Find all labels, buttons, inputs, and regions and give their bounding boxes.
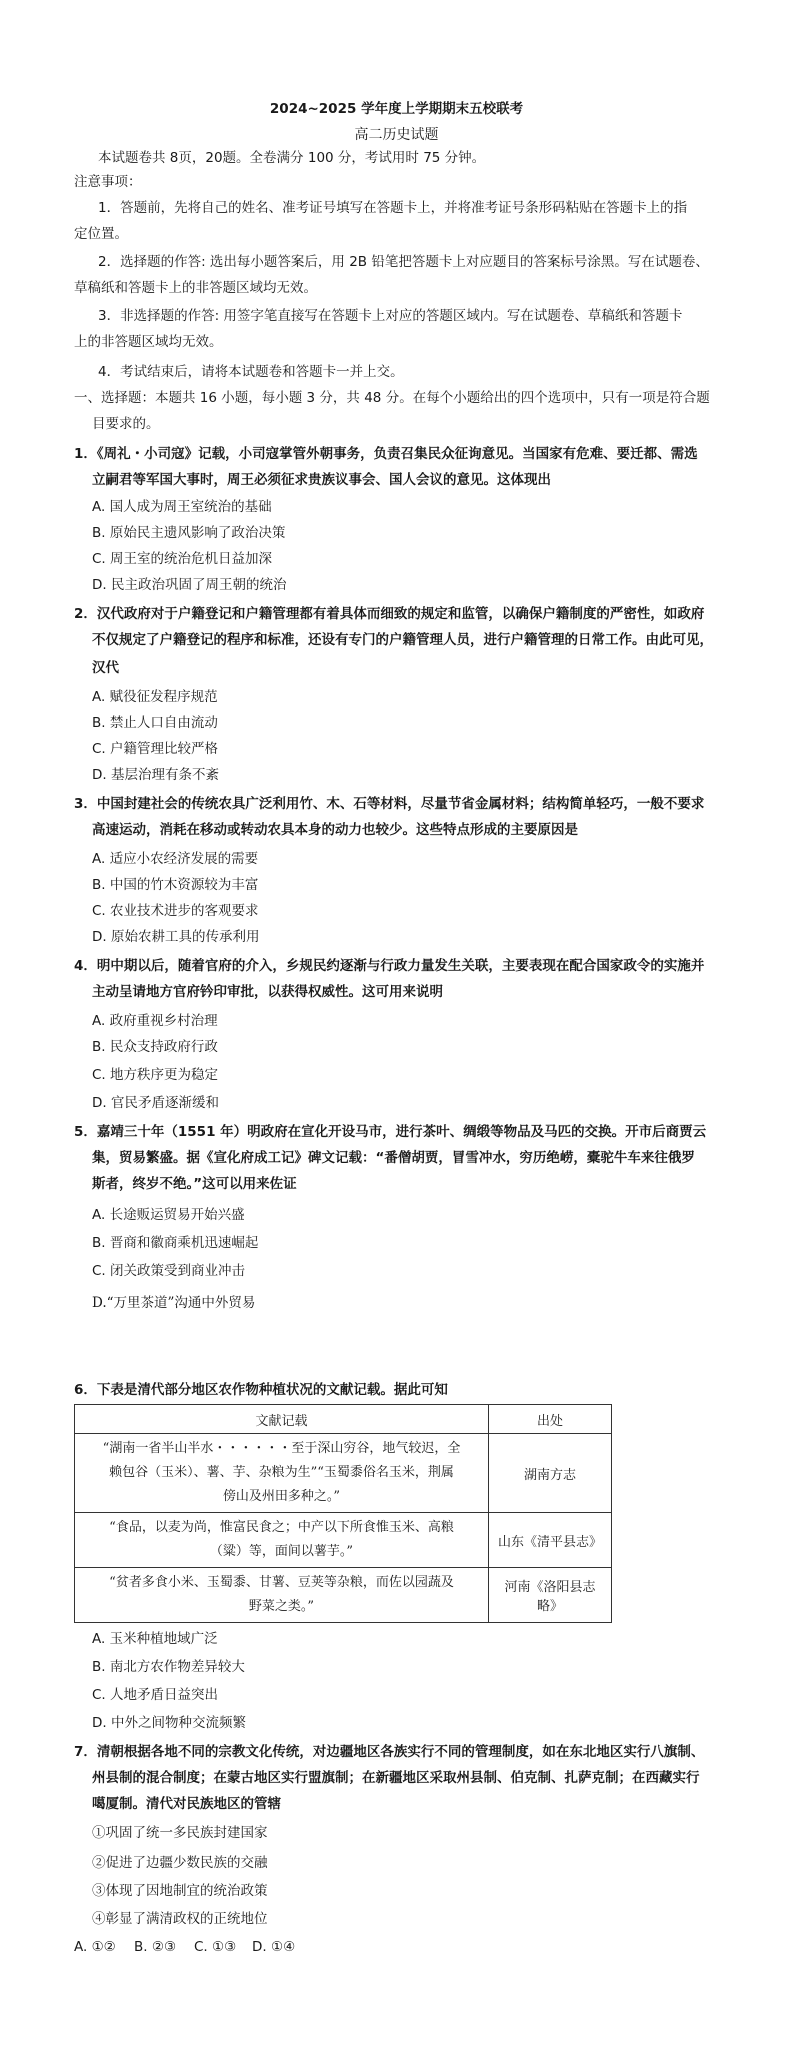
question-7-statement-2: ②促进了边疆少数民族的交融 <box>92 1855 268 1871</box>
question-4-option-b[interactable]: B. 民众支持政府行政 <box>92 1039 218 1055</box>
table-cell-record <box>75 1568 489 1623</box>
table-cell-source: 山东《清平县志》 <box>489 1513 612 1568</box>
question-7-statement-3: ③体现了因地制宜的统治政策 <box>92 1883 268 1899</box>
question-7-stem-line-3: 噶厦制。清代对民族地区的管辖 <box>92 1796 281 1812</box>
table-header-source: 出处 <box>489 1405 612 1434</box>
table-row <box>75 1434 612 1513</box>
notice-item-2-line-2: 草稿纸和答题卡上的非答题区域均无效。 <box>74 280 317 296</box>
question-6-table <box>74 1404 612 1623</box>
question-7-option-a[interactable]: A. ①② <box>74 1939 116 1955</box>
question-7-option-b[interactable]: B. ②③ <box>134 1939 177 1955</box>
question-2-stem-line-3: 汉代 <box>92 660 119 676</box>
record-line: 傍山及州田多种之。” <box>222 1489 341 1504</box>
question-6-option-a[interactable]: A. 玉米种植地域广泛 <box>92 1631 218 1647</box>
section-heading-line-2: 目要求的。 <box>92 416 160 432</box>
record-line: “湖南一省半山半水・・・・・・至于深山穷谷，地气较迟，全 <box>102 1441 461 1456</box>
table-cell-record <box>75 1434 489 1513</box>
table-row <box>75 1568 612 1623</box>
question-4-stem-line-2: 主动呈请地方官府钤印审批，以获得权威性。这可用来说明 <box>92 984 443 1000</box>
notice-item-1-line-1: 1．答题前，先将自己的姓名、准考证号填写在答题卡上，并将准考证号条形码粘贴在答题卡上的指 <box>98 200 688 216</box>
question-1-stem-line-2: 立嗣君等军国大事时，周王必须征求贵族议事会、国人会议的意见。这体现出 <box>92 472 551 488</box>
record-line: （粱）等，面间以薯芋。” <box>209 1544 354 1559</box>
notice-item-1-line-2: 定位置。 <box>74 226 128 242</box>
notice-item-3-line-2: 上的非答题区域均无效。 <box>74 334 223 350</box>
question-3-stem-line-2: 高速运动，消耗在移动或转动农具本身的动力也较少。这些特点形成的主要原因是 <box>92 822 578 838</box>
question-7-stem-line-1: 7．清朝根据各地不同的宗教文化传统，对边疆地区各族实行不同的管理制度，如在东北地区实行八旗制、 <box>74 1744 705 1760</box>
question-7-option-c[interactable]: C. ①③ <box>194 1939 237 1955</box>
question-5-option-a[interactable]: A. 长途贩运贸易开始兴盛 <box>92 1207 245 1223</box>
question-2-stem-line-1: 2．汉代政府对于户籍登记和户籍管理都有着具体而细致的规定和监管，以确保户籍制度的严密性，如政府 <box>74 606 705 622</box>
question-5-stem-line-3: 斯者，终岁不绝。”这可以用来佐证 <box>92 1176 297 1192</box>
question-5-stem-line-1: 5．嘉靖三十年（1551 年）明政府在宣化开设马市，进行茶叶、绸缎等物品及马匹的交换。开市后商贾云 <box>74 1124 707 1140</box>
question-1-option-c[interactable]: C. 周王室的统治危机日益加深 <box>92 551 273 567</box>
question-6-option-c[interactable]: C. 人地矛盾日益突出 <box>92 1687 219 1703</box>
question-6-stem: 6．下表是清代部分地区农作物种植状况的文献记载。据此可知 <box>74 1382 448 1398</box>
question-4-stem-line-1: 4．明中期以后，随着官府的介入，乡规民约逐渐与行政力量发生关联，主要表现在配合国家政令的实施并 <box>74 958 705 974</box>
record-line: 野菜之类。” <box>248 1599 315 1614</box>
table-row <box>75 1513 612 1568</box>
exam-title: 2024~2025 学年度上学期期末五校联考 <box>269 101 524 117</box>
question-1-option-b[interactable]: B. 原始民主遗风影响了政治决策 <box>92 525 286 541</box>
question-2-option-d[interactable]: D. 基层治理有条不紊 <box>92 767 219 783</box>
question-1-option-a[interactable]: A. 国人成为周王室统治的基础 <box>92 499 272 515</box>
question-3-option-d[interactable]: D. 原始农耕工具的传承利用 <box>92 929 260 945</box>
question-5-option-d[interactable]: D.“万里茶道”沟通中外贸易 <box>92 1295 256 1311</box>
table-header-record: 文献记载 <box>75 1405 489 1434</box>
question-4-option-c[interactable]: C. 地方秩序更为稳定 <box>92 1067 219 1083</box>
exam-intro: 本试题卷共 8页，20题。全卷满分 100 分，考试用时 75 分钟。 <box>98 150 486 166</box>
table-cell-record <box>75 1513 489 1568</box>
question-2-option-a[interactable]: A. 赋役征发程序规范 <box>92 689 218 705</box>
table-cell-source: 河南《洛阳县志略》 <box>489 1568 612 1623</box>
question-7-option-d[interactable]: D. ①④ <box>252 1939 296 1955</box>
question-7-statement-4: ④彰显了满清政权的正统地位 <box>92 1911 268 1927</box>
record-line: “食品，以麦为尚，惟富民食之；中产以下所食惟玉米、高粮 <box>109 1520 454 1535</box>
notice-item-3-line-1: 3．非选择题的作答: 用签字笔直接写在答题卡上对应的答题区域内。写在试题卷、草稿纸和答题卡 <box>98 308 683 324</box>
table-header-row <box>75 1405 612 1434</box>
question-2-option-c[interactable]: C. 户籍管理比较严格 <box>92 741 219 757</box>
question-3-option-b[interactable]: B. 中国的竹木资源较为丰富 <box>92 877 259 893</box>
question-7-statement-1: ①巩固了统一多民族封建国家 <box>92 1825 268 1841</box>
question-7-stem-line-2: 州县制的混合制度；在蒙古地区实行盟旗制；在新疆地区采取州县制、伯克制、扎萨克制；在西藏实行 <box>92 1770 700 1786</box>
question-6-option-b[interactable]: B. 南北方农作物差异较大 <box>92 1659 245 1675</box>
question-4-option-d[interactable]: D. 官民矛盾逐渐缓和 <box>92 1095 219 1111</box>
question-3-option-a[interactable]: A. 适应小农经济发展的需要 <box>92 851 259 867</box>
question-3-stem-line-1: 3．中国封建社会的传统农具广泛利用竹、木、石等材料，尽量节省金属材料；结构简单轻巧，一般不要求 <box>74 796 705 812</box>
notice-item-4: 4．考试结束后，请将本试题卷和答题卡一并上交。 <box>98 364 404 380</box>
question-5-stem-line-2: 集，贸易繁盛。据《宣化府成工记》碑文记载：“番僧胡贾，冒雪冲水，穷历绝崂，橐驼牛车来往俄罗 <box>92 1150 695 1166</box>
question-2-option-b[interactable]: B. 禁止人口自由流动 <box>92 715 218 731</box>
question-3-option-c[interactable]: C. 农业技术进步的客观要求 <box>92 903 259 919</box>
record-line: “贫者多食小米、玉蜀黍、甘薯、豆荚等杂粮，而佐以园蔬及 <box>109 1575 454 1590</box>
table-cell-source: 湖南方志 <box>489 1434 612 1513</box>
question-4-option-a[interactable]: A. 政府重视乡村治理 <box>92 1013 218 1029</box>
question-2-stem-line-2: 不仅规定了户籍登记的程序和标准，还设有专门的户籍管理人员，进行户籍管理的日常工作。由此可见， <box>92 632 713 648</box>
question-5-option-c[interactable]: C. 闭关政策受到商业冲击 <box>92 1263 246 1279</box>
record-line: 赖包谷（玉米）、薯、芋、杂粮为生”“玉蜀黍俗名玉米，荆属 <box>109 1465 454 1480</box>
question-5-option-b[interactable]: B. 晋商和徽商乘机迅速崛起 <box>92 1235 259 1251</box>
question-1-stem-line-1: 1．《周礼・小司寇》记载，小司寇掌管外朝事务，负责召集民众征询意见。当国家有危难、要迁都、需选 <box>74 446 698 462</box>
notice-item-2-line-1: 2．选择题的作答: 选出每小题答案后，用 2B 铅笔把答题卡上对应题目的答案标号涂黑。写在试题卷、 <box>98 254 709 270</box>
question-1-option-d[interactable]: D. 民主政治巩固了周王朝的统治 <box>92 577 287 593</box>
question-6-option-d[interactable]: D. 中外之间物种交流频繁 <box>92 1715 246 1731</box>
notice-heading: 注意事项： <box>74 174 142 190</box>
section-heading-line-1: 一、选择题：本题共 16 小题，每小题 3 分，共 48 分。在每个小题给出的四个选项中，只有一项是符合题 <box>74 390 710 406</box>
exam-subtitle: 高二历史试题 <box>354 127 439 143</box>
